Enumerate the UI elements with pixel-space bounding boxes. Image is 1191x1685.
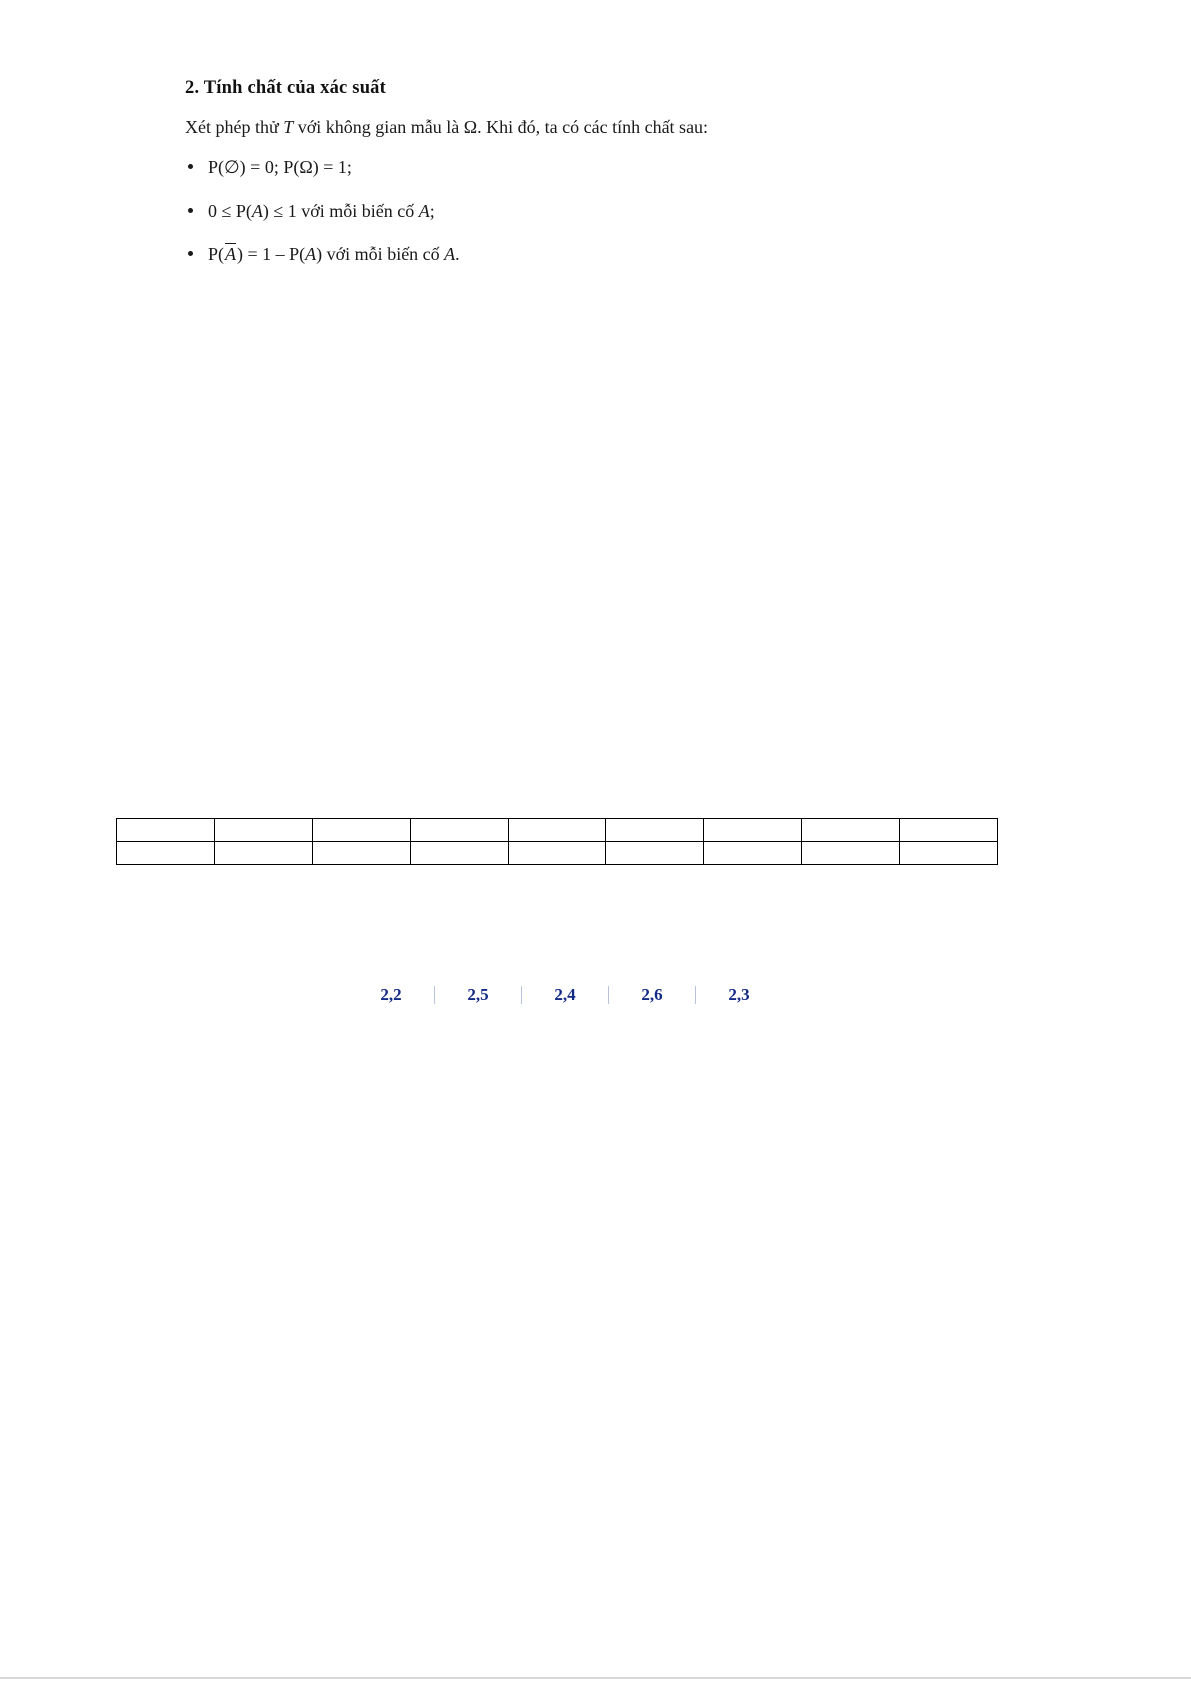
intro-remainder: với không gian mẫu là Ω. Khi đó, ta có các tính chất sau: <box>293 117 709 137</box>
empty-data-table <box>116 818 998 865</box>
table-cell[interactable] <box>704 842 802 865</box>
bullet-dot-icon <box>188 164 193 169</box>
list-item-probability-range <box>185 199 1015 223</box>
table-cell[interactable] <box>704 819 802 842</box>
bullet-text-3c: ) với mỗi biến cố <box>316 243 445 264</box>
bullet-italic-3a: A <box>305 243 317 264</box>
table-cell[interactable] <box>214 819 312 842</box>
table-row <box>117 842 998 865</box>
page-footer-divider <box>0 1677 1191 1679</box>
text-content-block <box>185 78 1015 285</box>
table-cell[interactable] <box>312 819 410 842</box>
bullet-dot-icon <box>188 208 193 213</box>
table-cell[interactable] <box>214 842 312 865</box>
intro-paragraph <box>185 115 1015 139</box>
table-row <box>117 819 998 842</box>
bullet-text-3d: . <box>455 243 460 264</box>
option-separator <box>434 986 435 1004</box>
answer-option-1[interactable]: 2,2 <box>380 985 402 1004</box>
properties-list <box>185 155 1015 266</box>
bullet-text-2c: ; <box>429 200 435 221</box>
answer-option-4[interactable]: 2,6 <box>641 985 663 1004</box>
answer-option-3[interactable]: 2,4 <box>554 985 576 1004</box>
section-title: 2. Tính chất của xác suất <box>185 78 386 98</box>
intro-prefix: Xét phép thử <box>185 117 284 137</box>
bullet-text-3a: P( <box>208 243 225 264</box>
option-separator <box>608 986 609 1004</box>
bullet-overline-3: $\overline{A}$ <box>225 243 237 264</box>
table-cell[interactable] <box>900 819 998 842</box>
table-cell[interactable] <box>802 819 900 842</box>
bullet-italic-2a: A <box>251 200 263 221</box>
bullet-italic-3b: A <box>444 243 456 264</box>
option-separator <box>521 986 522 1004</box>
table-cell[interactable] <box>410 819 508 842</box>
bullet-text-2a: 0 ≤ P( <box>208 200 252 221</box>
list-item-empty-and-omega <box>185 155 1015 179</box>
list-item-complement <box>185 242 1015 266</box>
option-separator <box>695 986 696 1004</box>
bullet-text-2b: ) ≤ 1 với mỗi biến cố <box>262 200 419 221</box>
bullet-text-3b: ) = 1 – P( <box>237 243 306 264</box>
answer-options-row <box>360 982 780 1008</box>
table-cell[interactable] <box>312 842 410 865</box>
intro-italic-symbol: T <box>283 117 294 137</box>
table-cell[interactable] <box>508 819 606 842</box>
table-cell[interactable] <box>508 842 606 865</box>
bullet-dot-icon <box>188 251 193 256</box>
table-cell[interactable] <box>606 819 704 842</box>
table-cell[interactable] <box>117 819 215 842</box>
answer-option-5[interactable]: 2,3 <box>728 985 750 1004</box>
table-cell[interactable] <box>410 842 508 865</box>
table-cell[interactable] <box>900 842 998 865</box>
bullet-text-1: P(∅) = 0; P(Ω) = 1; <box>208 157 352 178</box>
table-cell[interactable] <box>117 842 215 865</box>
table-cell[interactable] <box>606 842 704 865</box>
bullet-italic-2b: A <box>418 200 430 221</box>
answer-option-2[interactable]: 2,5 <box>467 985 489 1004</box>
table-cell[interactable] <box>802 842 900 865</box>
